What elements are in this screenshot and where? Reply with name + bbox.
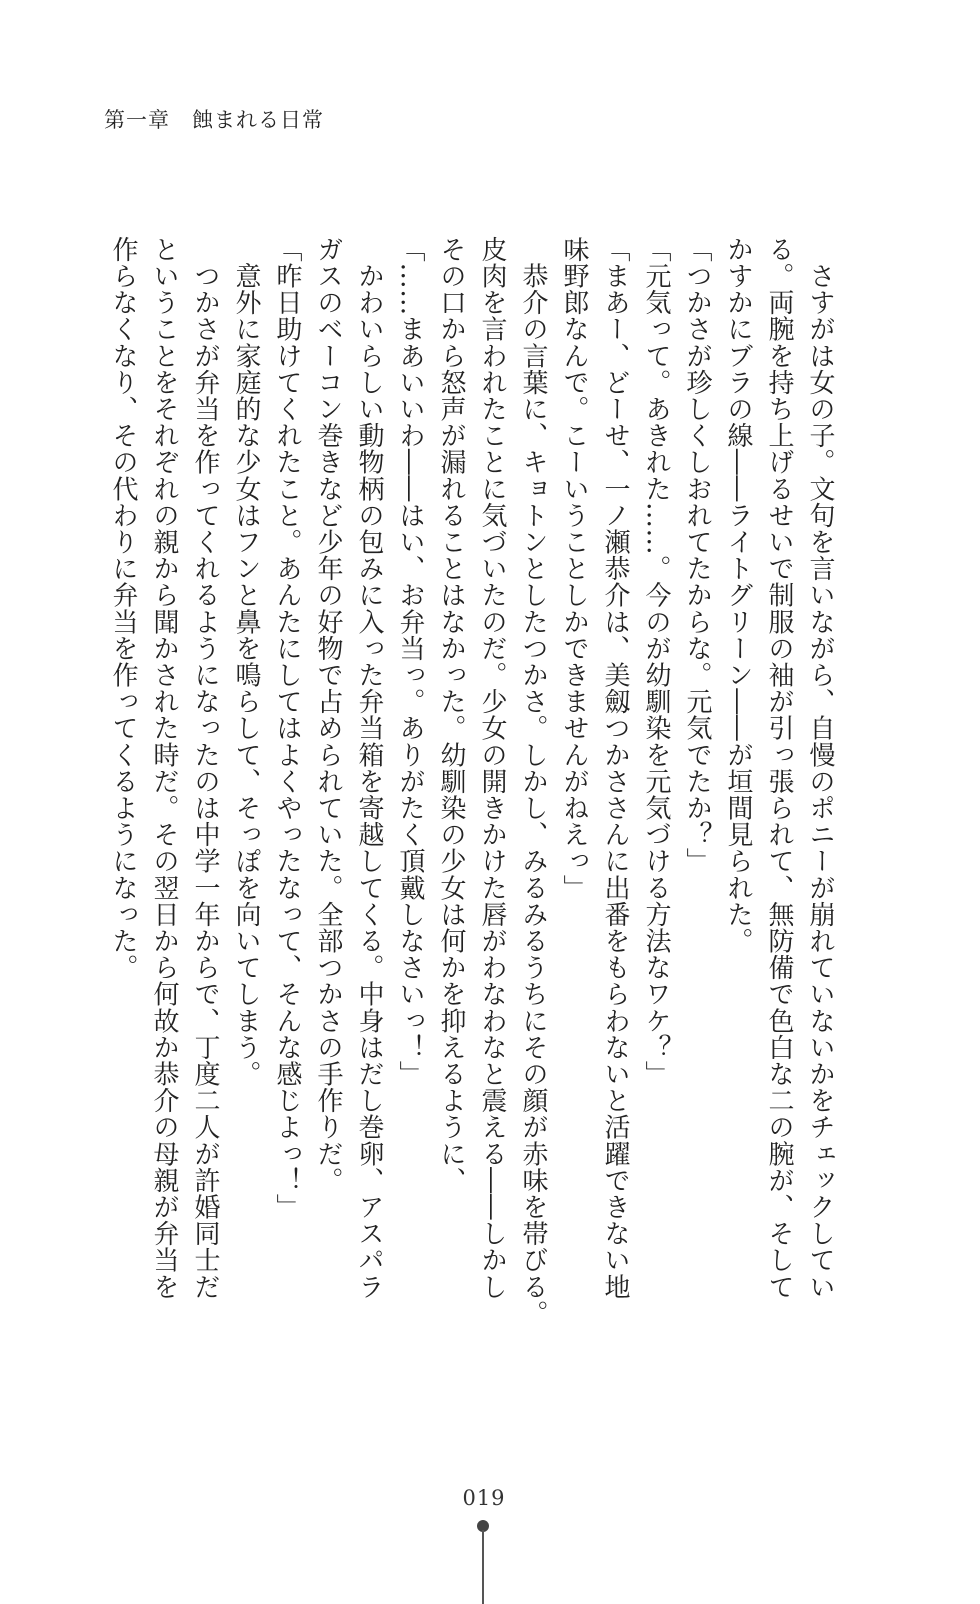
page-number: 019 xyxy=(462,1486,506,1510)
text-line: る。両腕を持ち上げるせいで制服の袖が引っ張られて、無防備で色白な二の腕が、そして xyxy=(764,236,794,1300)
text-line: 恭介の言葉に、キョトンとしたつかさ。しかし、みるみるうちにその顔が赤味を帯びる。 xyxy=(518,236,548,1327)
text-line: ガスのベーコン巻きなど少年の好物で占められていた。全部つかさの手作りだ。 xyxy=(313,236,343,1194)
body-text xyxy=(80,236,840,1327)
text-line: 味野郎なんで。こーいうことしかできませんがねえっ」 xyxy=(559,236,589,901)
text-line: 「つかさが珍しくしおれてたからな。元気でたか？」 xyxy=(682,236,712,875)
text-line: かすかにブラの線――ライトグリーン――が垣間見られた。 xyxy=(723,236,753,955)
text-line: 作らなくなり、その代わりに弁当を作ってくるようになった。 xyxy=(108,236,138,981)
text-line: 「昨日助けてくれたこと。あんたにしてはよくやったなって、そんな感じよっ！」 xyxy=(272,236,302,1221)
text-line: 皮肉を言われたことに気づいたのだ。少女の開きかけた唇がわなわなと震える――しかし xyxy=(477,236,507,1300)
text-line: その口から怒声が漏れることはなかった。幼馴染の少女は何かを抑えるように、 xyxy=(436,236,466,1194)
text-line: ということをそれぞれの親から聞かされた時だ。その翌日から何故か恭介の母親が弁当を xyxy=(149,236,179,1300)
text-line: つかさが弁当を作ってくれるようになったのは中学一年からで、丁度二人が許婚同士だ xyxy=(190,236,220,1300)
text-line: 「……まあいいわ――はい、お弁当っ。ありがたく頂戴しなさいっ！」 xyxy=(395,236,425,1088)
text-line: 「まあー、どーせ、一ノ瀬恭介は、美劔つかささんに出番をもらわないと活躍できない地 xyxy=(600,236,630,1300)
text-line: 意外に家庭的な少女はフンと鼻を鳴らして、そっぽを向いてしまう。 xyxy=(231,236,261,1088)
text-line: かわいらしい動物柄の包みに入った弁当箱を寄越してくる。中身はだし巻卵、アスパラ xyxy=(354,236,384,1300)
folio-rule-line xyxy=(482,1530,484,1604)
chapter-title: 第一章 蝕まれる日常 xyxy=(104,108,324,132)
text-line: さすがは女の子。文句を言いながら、自慢のポニーが崩れていないかをチェックしてい xyxy=(805,236,835,1300)
text-line: 「元気って。あきれた……。今のが幼馴染を元気づける方法なワケ？」 xyxy=(641,236,671,1088)
